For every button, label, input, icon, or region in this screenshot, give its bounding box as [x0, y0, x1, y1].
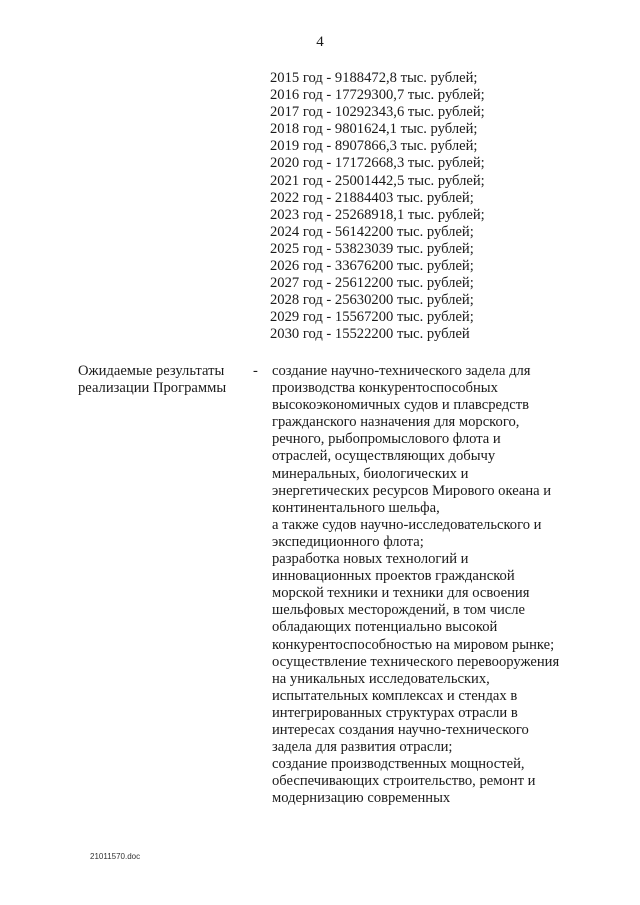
results-line: на уникальных исследовательских, [272, 670, 490, 687]
results-line: создание производственных мощностей, [272, 756, 525, 773]
funding-line: 2021 год - 25001442,5 тыс. рублей; [270, 172, 485, 189]
results-line: разработка новых технологий и [272, 551, 469, 568]
funding-by-year-list [270, 70, 610, 344]
results-line: инновационных проектов гражданской [272, 568, 515, 585]
results-line: создание научно-технического задела для [272, 363, 531, 379]
file-reference: 21011570.doc [90, 852, 141, 861]
results-line: а также судов научно-исследовательского и [272, 516, 542, 533]
funding-line: 2019 год - 8907866,3 тыс. рублей; [270, 138, 478, 155]
expected-results-label-line: реализации Программы [78, 380, 227, 397]
results-line: энергетических ресурсов Мирового океана и [272, 482, 552, 499]
funding-line: 2016 год - 17729300,7 тыс. рублей; [270, 87, 485, 104]
expected-results-text [272, 363, 612, 807]
results-line: конкурентоспособностью на мировом рынке; [272, 636, 555, 653]
results-line: осуществление технического перевооружения [272, 653, 560, 670]
results-line: морской техники и техники для освоения [272, 585, 530, 602]
funding-line: 2022 год - 21884403 тыс. рублей; [270, 189, 474, 206]
page-number: 4 [316, 34, 324, 50]
results-line: континентального шельфа, [272, 499, 440, 516]
results-line: речного, рыбопромыслового флота и [272, 431, 501, 448]
funding-line: 2024 год - 56142200 тыс. рублей; [270, 223, 474, 240]
results-line: минеральных, биологических и [272, 465, 469, 482]
funding-line: 2025 год - 53823039 тыс. рублей; [270, 240, 474, 257]
results-line: обладающих потенциально высокой [272, 619, 498, 636]
funding-line: 2020 год - 17172668,3 тыс. рублей; [270, 155, 485, 172]
results-line: интересах создания научно-технического [272, 721, 529, 738]
results-line: испытательных комплексах и стендах в [272, 687, 518, 704]
results-dash: - [253, 363, 258, 379]
funding-line: 2027 год - 25612200 тыс. рублей; [270, 275, 474, 292]
funding-line: 2017 год - 10292343,6 тыс. рублей; [270, 104, 485, 121]
funding-line: 2030 год - 15522200 тыс. рублей [270, 326, 470, 343]
expected-results-label-line: Ожидаемые результаты [78, 363, 225, 379]
funding-line: 2026 год - 33676200 тыс. рублей; [270, 258, 474, 275]
funding-line: 2023 год - 25268918,1 тыс. рублей; [270, 206, 485, 223]
results-line: обеспечивающих строительство, ремонт и [272, 773, 536, 790]
expected-results-label [78, 363, 248, 397]
results-line: задела для развития отрасли; [272, 739, 453, 756]
funding-line: 2015 год - 9188472,8 тыс. рублей; [270, 70, 478, 86]
funding-line: 2018 год - 9801624,1 тыс. рублей; [270, 121, 478, 138]
results-line: модернизацию современных [272, 790, 451, 807]
funding-line: 2028 год - 25630200 тыс. рублей; [270, 292, 474, 309]
results-line: отраслей, осуществляющих добычу [272, 448, 496, 465]
results-line: экспедиционного флота; [272, 533, 424, 550]
funding-line: 2029 год - 15567200 тыс. рублей; [270, 309, 474, 326]
results-line: гражданского назначения для морского, [272, 414, 520, 431]
results-line: интегрированных структурах отрасли в [272, 704, 518, 721]
results-line: производства конкурентоспособных [272, 380, 498, 397]
results-line: шельфовых месторождений, в том числе [272, 602, 526, 619]
results-line: высокоэкономичных судов и плавсредств [272, 397, 529, 414]
